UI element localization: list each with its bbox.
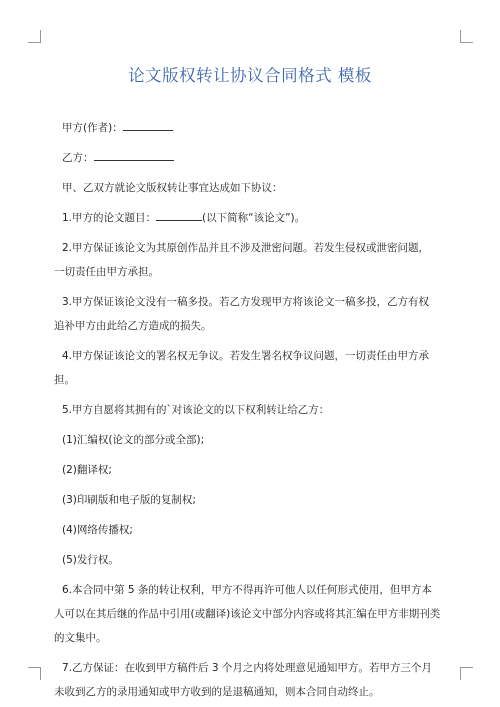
party-b-label: 乙方： xyxy=(62,152,94,164)
right-item-5: (5)发行权。 xyxy=(62,554,119,566)
party-b-blank xyxy=(94,147,174,161)
clause-3-line-1: 3.甲方保证该论文没有一稿多投。若乙方发现甲方将该论文一稿多投，乙方有权 xyxy=(62,296,430,308)
clause-6-line-1: 6.本合同中第 5 条的转让权利，甲方不得再许可他人以任何形式使用，但甲方本 xyxy=(62,584,432,596)
crop-mark-top-right xyxy=(460,30,473,43)
right-item-4: (4)网络传播权; xyxy=(62,524,133,536)
clause-4-line-1: 4.甲方保证该论文的署名权无争议。若发生署名权争议问题，一切责任由甲方承 xyxy=(62,350,430,362)
party-a-blank xyxy=(123,117,173,131)
clause-3-line-2: 追补甲方由此给乙方造成的损失。 xyxy=(54,320,212,332)
party-b-line xyxy=(62,146,442,170)
document-body xyxy=(54,116,442,704)
clause-1 xyxy=(62,206,442,230)
intro-text: 甲、乙双方就论文版权转让事宜达成如下协议： xyxy=(62,182,283,194)
clause-6-line-2: 人可以在其后继的作品中引用(或翻译)该论文中部分内容或将其汇编在甲方非期刊类 xyxy=(54,608,441,620)
clause-1-after: (以下简称“该论文”)。 xyxy=(202,212,306,224)
clause-2-line-2: 一切责任由甲方承担。 xyxy=(54,266,159,278)
party-a-line xyxy=(62,116,442,140)
clause-5: 5.甲方自愿将其拥有的`对该论文的以下权利转让给乙方： xyxy=(62,404,330,416)
clause-2-line-1: 2.甲方保证该论文为其原创作品并且不涉及泄密问题。若发生侵权或泄密问题， xyxy=(62,242,430,254)
right-item-1: (1)汇编权(论文的部分或全部); xyxy=(62,434,205,446)
thesis-title-blank xyxy=(156,207,202,221)
clause-6-line-3: 的文集中。 xyxy=(54,632,107,644)
clause-7-line-2: 未收到乙方的录用通知或甲方收到的是退稿通知，则本合同自动终止。 xyxy=(54,686,380,698)
crop-mark-top-left xyxy=(28,30,41,43)
right-item-2: (2)翻译权; xyxy=(62,464,112,476)
clause-1-before: 1.甲方的论文题目： xyxy=(62,212,157,224)
document-title: 论文版权转让协议合同格式 模板 xyxy=(128,66,372,85)
crop-mark-bottom-right xyxy=(460,667,473,680)
clause-4-line-2: 担。 xyxy=(54,374,75,386)
party-a-label: 甲方(作者)： xyxy=(62,122,123,134)
right-item-3: (3)印刷版和电子版的复制权; xyxy=(62,494,196,506)
clause-7-line-1: 7.乙方保证：在收到甲方稿件后 3 个月之内将处理意见通知甲方。若甲方三个月 xyxy=(62,662,432,674)
crop-mark-bottom-left xyxy=(28,667,41,680)
